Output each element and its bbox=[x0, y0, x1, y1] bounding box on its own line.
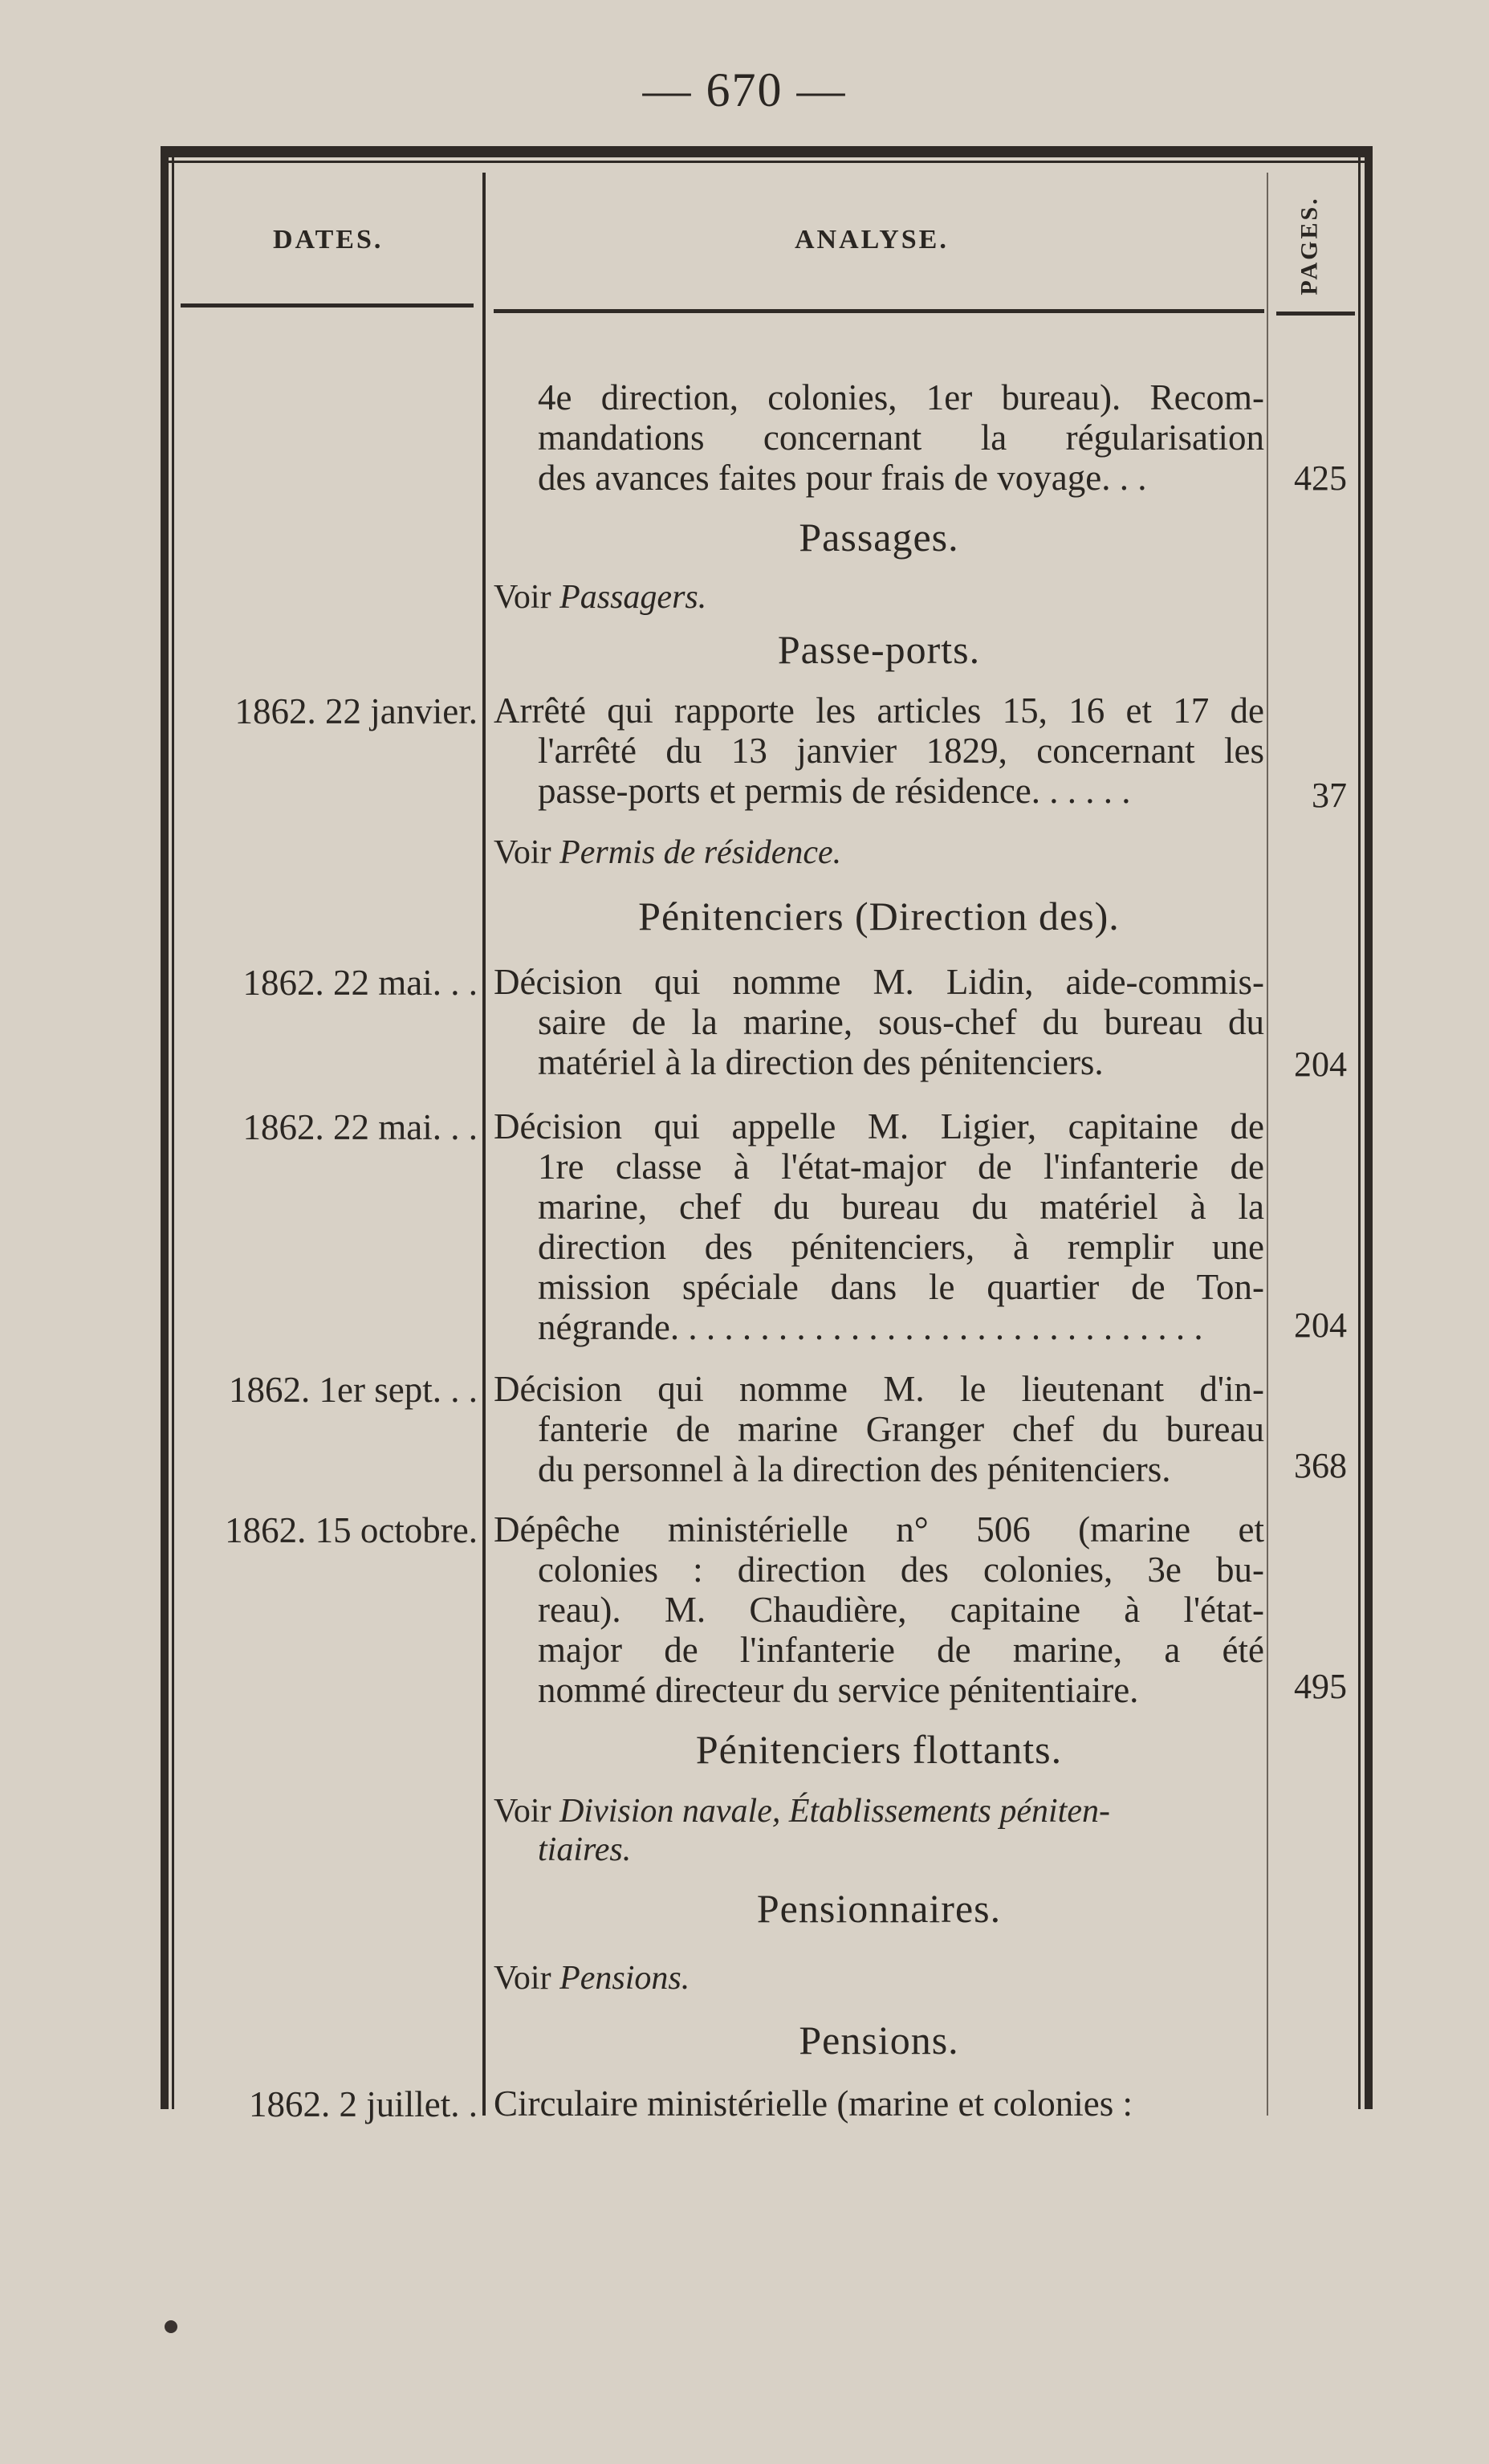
page-number: — 670 — bbox=[642, 63, 847, 116]
right-border bbox=[1365, 146, 1373, 2109]
dates-column-rule bbox=[482, 173, 486, 2116]
section-heading: Passe-ports. bbox=[777, 627, 981, 672]
section-heading: Passages. bbox=[799, 515, 959, 560]
entry-date: 1862. 22 mai. . . bbox=[242, 1107, 478, 1147]
page-ref: 495 bbox=[1294, 1667, 1347, 1706]
entry-text: 4e direction, colonies, 1er bureau). Recom- mandations concernant la régularisation des avances faites pour frais de voyage. . . bbox=[538, 377, 1264, 498]
see-also: Voir Pensions. bbox=[494, 1960, 690, 1997]
section-heading: Pensionnaires. bbox=[756, 1886, 1002, 1931]
entry-text: Décision qui nomme M. Lidin, aide-commis- saire de la marine, sous-chef du bureau du matériel à la direction des pénitenciers. bbox=[494, 962, 1264, 1082]
entry-date: 1862. 2 juillet. . bbox=[249, 2084, 478, 2124]
page-ref: 204 bbox=[1294, 1305, 1347, 1345]
see-also: Voir Division navale, Établissements péniten- tiaires. bbox=[494, 1793, 1110, 1868]
entry-text: Arrêté qui rapporte les articles 15, 16 et 17 de l'arrêté du 13 janvier 1829, concernant les passe-ports et permis de résidence. . . . . . bbox=[494, 690, 1264, 811]
entry-date: 1862. 15 octobre. bbox=[225, 1510, 478, 1550]
top-rule-thin bbox=[161, 161, 1369, 163]
entry-text: Décision qui nomme M. le lieutenant d'in- fanterie de marine Granger chef du bureau du personnel à la direction des pénitenciers. bbox=[494, 1369, 1264, 1489]
see-also: Voir Permis de résidence. bbox=[494, 834, 842, 871]
section-heading: Pénitenciers (Direction des). bbox=[638, 894, 1120, 939]
entry-date: 1862. 1er sept. . . bbox=[229, 1370, 478, 1410]
entry-text: Dépêche ministérielle n° 506 (marine et colonies : direction des colonies, 3e bu- reau). M. Chaudière, capitaine à l'état- major de l'infanterie de marine, a été nommé directeur du service pénitentiaire. bbox=[494, 1509, 1264, 1710]
entry-text: Circulaire ministérielle (marine et colonies : bbox=[494, 2083, 1133, 2124]
right-border-inner bbox=[1358, 146, 1361, 2109]
see-also: Voir Passagers. bbox=[494, 579, 707, 616]
ink-dot bbox=[165, 2320, 177, 2333]
header-rule-dates bbox=[181, 303, 474, 307]
top-rule-thick bbox=[161, 146, 1369, 157]
entry-date: 1862. 22 janvier. bbox=[234, 691, 478, 731]
header-dates: DATES. bbox=[273, 225, 384, 255]
left-border bbox=[161, 146, 169, 2109]
section-heading: Pensions. bbox=[799, 2018, 959, 2063]
page-ref: 204 bbox=[1294, 1045, 1347, 1084]
pages-column-rule bbox=[1267, 173, 1268, 2116]
section-heading: Pénitenciers flottants. bbox=[695, 1727, 1063, 1772]
page-ref: 425 bbox=[1294, 458, 1347, 498]
header-rule-pages bbox=[1276, 312, 1355, 316]
entry-date: 1862. 22 mai. . . bbox=[242, 963, 478, 1003]
page-ref: 368 bbox=[1294, 1446, 1347, 1485]
header-rule-analyse bbox=[494, 309, 1264, 313]
header-pages: PAGES. bbox=[1296, 196, 1324, 295]
page-ref: 37 bbox=[1312, 776, 1347, 815]
left-border-inner bbox=[172, 146, 174, 2109]
header-analyse: ANALYSE. bbox=[795, 225, 949, 255]
entry-text: Décision qui appelle M. Ligier, capitaine de 1re classe à l'état-major de l'infanterie de marine, chef du bureau du matériel à la direction des pénitenciers, à remplir une mission spéciale dans le quartier de Ton- négrande. . . . . . . . . . . . . . . . . . . . . . . . . . . . . . bbox=[494, 1106, 1264, 1347]
